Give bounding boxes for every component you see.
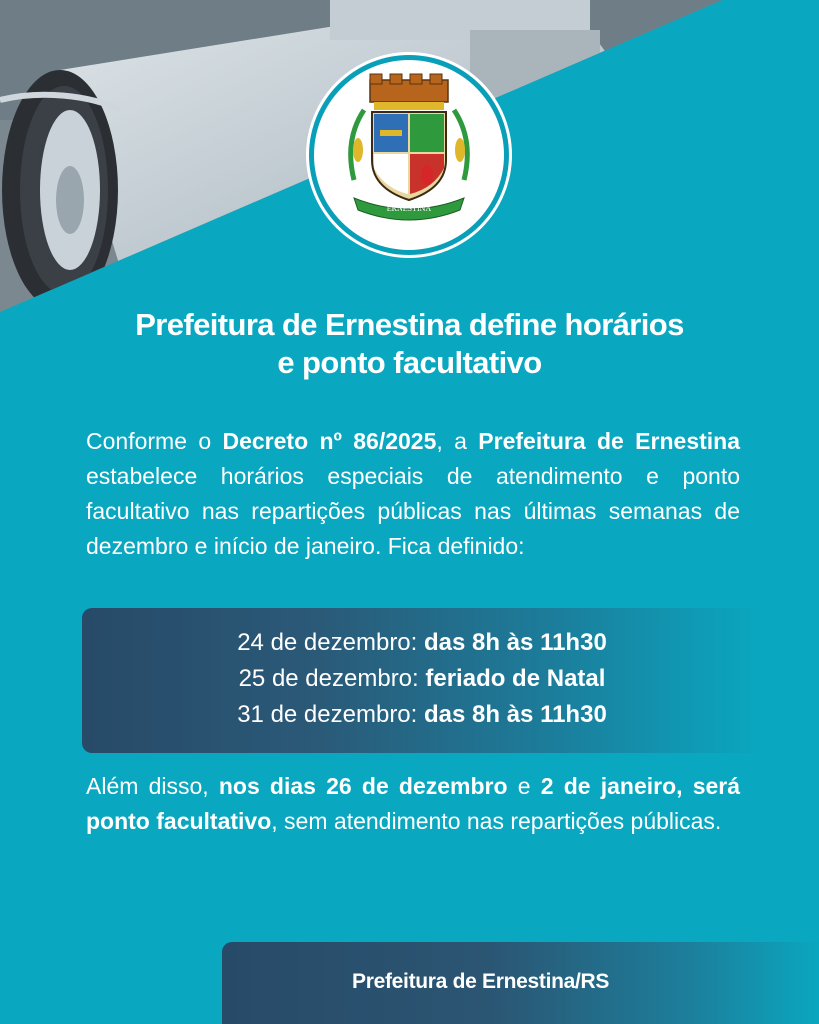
schedule-date: 24 de dezembro: bbox=[237, 629, 424, 656]
schedule-date: 31 de dezembro: bbox=[237, 701, 424, 728]
municipal-coat-of-arms bbox=[314, 60, 504, 250]
intro-paragraph bbox=[86, 424, 740, 564]
schedule-item bbox=[82, 625, 762, 661]
outro-text-3: , sem atendimento nas repartições públicas. bbox=[271, 808, 722, 834]
intro-text-2: , a bbox=[436, 428, 479, 454]
intro-text-1: Conforme o bbox=[86, 428, 223, 454]
footer-bar bbox=[222, 942, 819, 1024]
schedule-list bbox=[82, 608, 762, 733]
svg-text:ERNESTINA: ERNESTINA bbox=[386, 204, 432, 213]
outro-paragraph bbox=[86, 769, 740, 839]
outro-date-2: 2 de janeiro, será ponto facultativo bbox=[86, 773, 741, 834]
outro-date-1: nos dias 26 de dezembro bbox=[218, 773, 508, 799]
decree-number: Decreto nº 86/2025 bbox=[222, 428, 437, 454]
page-title bbox=[40, 306, 779, 382]
schedule-item bbox=[82, 697, 762, 733]
schedule-info: feriado de Natal bbox=[425, 665, 606, 692]
title-line-1: Prefeitura de Ernestina define horários bbox=[135, 307, 684, 342]
footer-text: Prefeitura de Ernestina/RS bbox=[352, 970, 610, 993]
prefeitura-name: Prefeitura de Ernestina bbox=[478, 428, 741, 454]
schedule-item bbox=[82, 661, 762, 697]
intro-text-3: estabelece horários especiais de atendimento e ponto facultativo nas repartições públicas nas últimas semanas de dezembro e início de janeiro. Fica definido: bbox=[86, 463, 740, 559]
schedule-date: 25 de dezembro: bbox=[238, 665, 426, 692]
schedule-box bbox=[82, 608, 762, 753]
title-line-2: e ponto facultativo bbox=[277, 345, 542, 380]
outro-text-2: e bbox=[507, 773, 541, 799]
outro-text-1: Além disso, bbox=[86, 773, 219, 799]
schedule-info: das 8h às 11h30 bbox=[424, 701, 607, 728]
schedule-info: das 8h às 11h30 bbox=[424, 629, 607, 656]
